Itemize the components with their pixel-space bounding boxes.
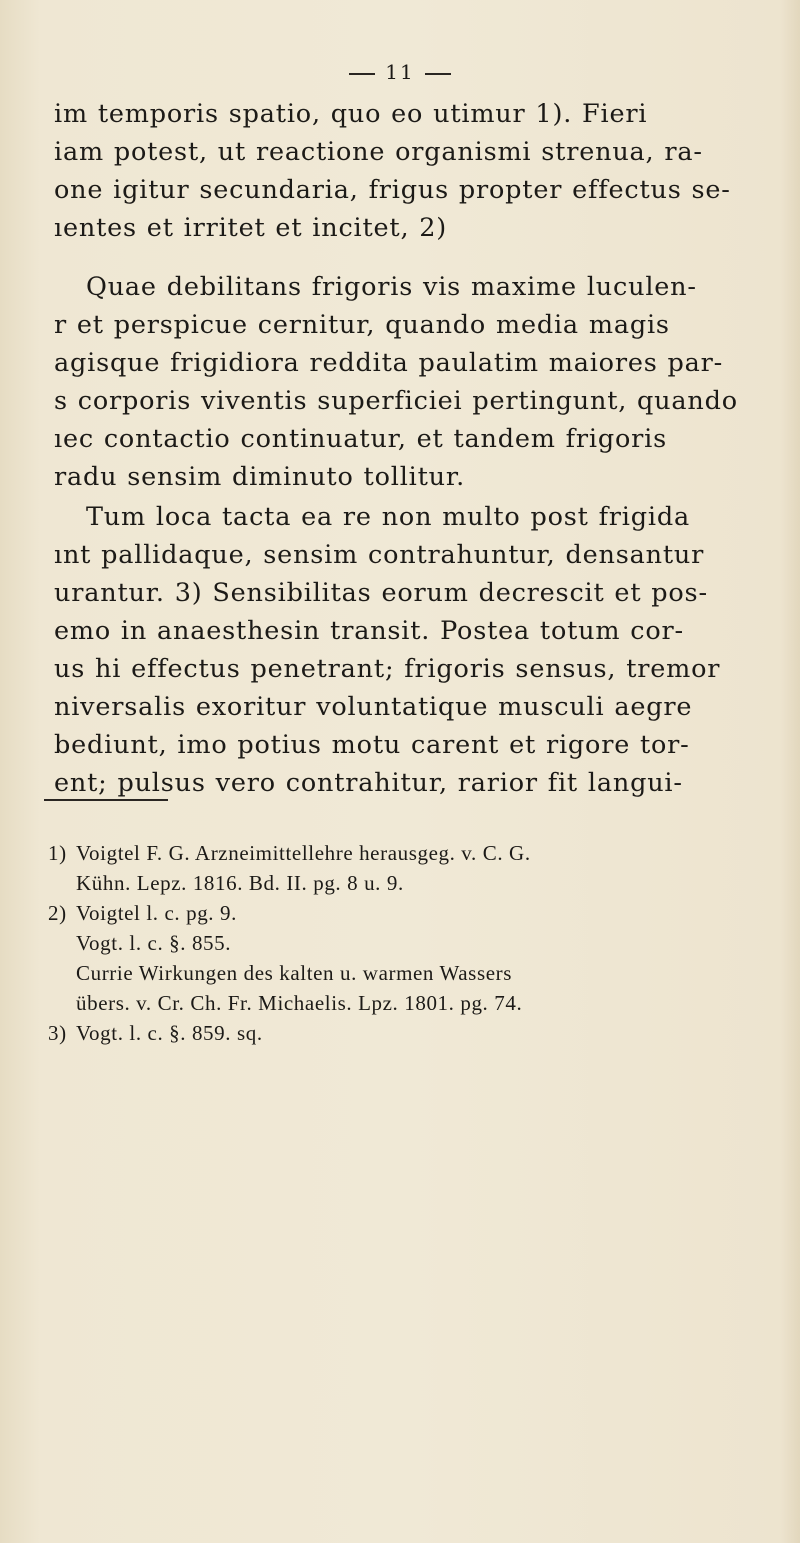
footnote-mark: 1) [48, 841, 67, 865]
footnote-line [48, 928, 788, 958]
paragraph-1 [54, 95, 794, 247]
footnote-text: Currie Wirkungen des kalten u. warmen Wassers [76, 961, 512, 985]
footnote-line [48, 898, 788, 928]
page-number: 11 [385, 60, 415, 84]
footnote-mark: 3) [48, 1021, 67, 1045]
text-line: ent; pulsus vero contrahitur, rarior fit langui- [54, 768, 683, 798]
text-line: s corporis viventis superficiei pertingunt, quando [54, 386, 738, 416]
footnote-line [48, 838, 788, 868]
footnote-line [48, 1018, 788, 1048]
header-dash-left [349, 73, 375, 75]
text-line: ıec contactio continuatur, et tandem frigoris [54, 424, 667, 454]
header-dash-right [425, 73, 451, 75]
text-line: agisque frigidiora reddita paulatim maiores par- [54, 348, 724, 378]
footnote-text: Voigtel l. c. pg. 9. [76, 901, 237, 925]
footnote-text: Voigtel F. G. Arzneimittellehre herausgeg. v. C. G. [76, 841, 531, 865]
footnote-text: Vogt. l. c. §. 855. [76, 931, 232, 955]
text-line: one igitur secundaria, frigus propter effectus se- [54, 175, 731, 205]
text-line: niversalis exoritur voluntatique musculi aegre [54, 692, 693, 722]
text-line: r et perspicue cernitur, quando media magis [54, 310, 670, 340]
footnotes [48, 838, 788, 1048]
footnote-line [48, 958, 788, 988]
text-line: ıentes et irritet et incitet, 2) [54, 213, 448, 243]
footnote-line [48, 988, 788, 1018]
page-header [0, 60, 800, 84]
text-line: emo in anaesthesin transit. Postea totum cor- [54, 616, 684, 646]
text-line: Tum loca tacta ea re non multo post frigida [86, 502, 690, 532]
footnote-text: übers. v. Cr. Ch. Fr. Michaelis. Lpz. 1801. pg. 74. [76, 991, 523, 1015]
footnote-separator [44, 799, 168, 801]
footnote-mark: 2) [48, 901, 67, 925]
text-line: Quae debilitans frigoris vis maxime luculen- [86, 272, 697, 302]
footnote-line [48, 868, 788, 898]
paragraph-3 [54, 498, 794, 802]
footnote-text: Vogt. l. c. §. 859. sq. [76, 1021, 263, 1045]
paragraph-2 [54, 268, 794, 496]
text-line: radu sensim diminuto tollitur. [54, 462, 465, 492]
text-line: im temporis spatio, quo eo utimur 1). Fieri [54, 99, 648, 129]
text-line: bediunt, imo potius motu carent et rigore tor- [54, 730, 690, 760]
text-line: us hi effectus penetrant; frigoris sensus, tremor [54, 654, 721, 684]
text-line: iam potest, ut reactione organismi strenua, ra- [54, 137, 703, 167]
text-line: ınt pallidaque, sensim contrahuntur, densantur [54, 540, 705, 570]
text-line: urantur. 3) Sensibilitas eorum decrescit et pos- [54, 578, 708, 608]
footnote-text: Kühn. Lepz. 1816. Bd. II. pg. 8 u. 9. [76, 871, 404, 895]
